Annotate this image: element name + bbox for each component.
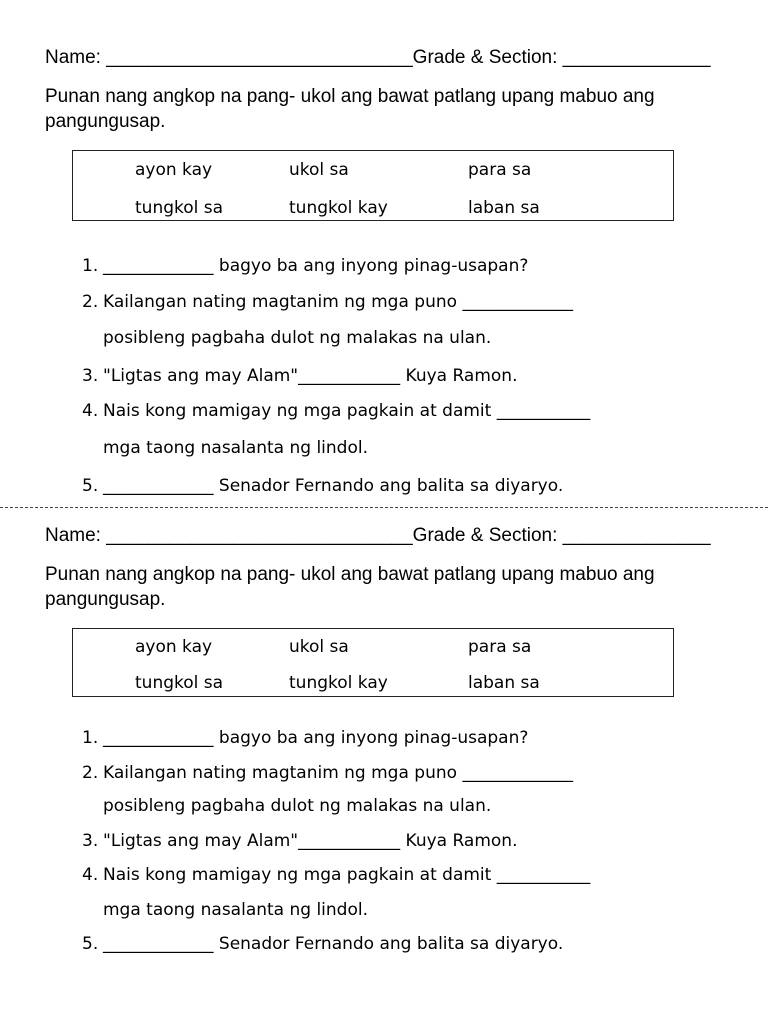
word-bank-item: para sa [468,637,532,657]
question-text: posibleng pagbaha dulot ng malakas na ulan. [103,796,492,816]
question-text: mga taong nasalanta ng lindol. [103,438,369,458]
question-number: 5. [82,476,99,496]
question-number: 1. [82,728,99,748]
question-number: 4. [82,401,99,421]
question-text: "Ligtas ang may Alam"____________ Kuya Ramon. [103,831,518,851]
question-number: 3. [82,831,99,851]
question-text: mga taong nasalanta ng lindol. [103,900,369,920]
question-number: 2. [82,763,99,783]
cut-divider [0,507,768,508]
question-text: Nais kong mamigay ng mga pagkain at damit ___________ [103,865,591,885]
word-bank-item: tungkol kay [289,198,388,218]
word-bank-item: tungkol sa [135,198,224,218]
question-text: "Ligtas ang may Alam"____________ Kuya Ramon. [103,366,518,386]
word-bank-box [72,150,674,221]
word-bank-item: ayon kay [135,160,213,180]
instructions: Punan nang angkop na pang- ukol ang bawat patlang upang mabuo ang pangungusap. [45,564,655,610]
word-bank-item: ukol sa [289,160,349,180]
word-bank-item: ayon kay [135,637,213,657]
word-bank-item: tungkol kay [289,673,388,693]
question-text: Nais kong mamigay ng mga pagkain at damit ___________ [103,401,591,421]
question-text: _____________ Senador Fernando ang balita sa diyaryo. [103,934,564,954]
question-text: Kailangan nating magtanim ng mga puno _____________ [103,763,573,783]
word-bank-item: laban sa [468,673,540,693]
question-number: 3. [82,366,99,386]
name-grade-section-line: Name: _____________________________Grade & Section: ______________ [45,525,711,546]
question-number: 1. [82,256,99,276]
question-number: 2. [82,292,99,312]
question-text: _____________ Senador Fernando ang balita sa diyaryo. [103,476,564,496]
question-text: _____________ bagyo ba ang inyong pinag-usapan? [103,728,529,748]
name-grade-section-line: Name: _____________________________Grade & Section: ______________ [45,47,711,68]
word-bank-item: ukol sa [289,637,349,657]
word-bank-item: tungkol sa [135,673,224,693]
word-bank-item: laban sa [468,198,540,218]
word-bank-box [72,628,674,697]
question-text: Kailangan nating magtanim ng mga puno _____________ [103,292,573,312]
question-number: 4. [82,865,99,885]
word-bank-item: para sa [468,160,532,180]
instructions: Punan nang angkop na pang- ukol ang bawat patlang upang mabuo ang pangungusap. [45,86,655,132]
question-text: _____________ bagyo ba ang inyong pinag-usapan? [103,256,529,276]
question-number: 5. [82,934,99,954]
question-text: posibleng pagbaha dulot ng malakas na ulan. [103,328,492,348]
